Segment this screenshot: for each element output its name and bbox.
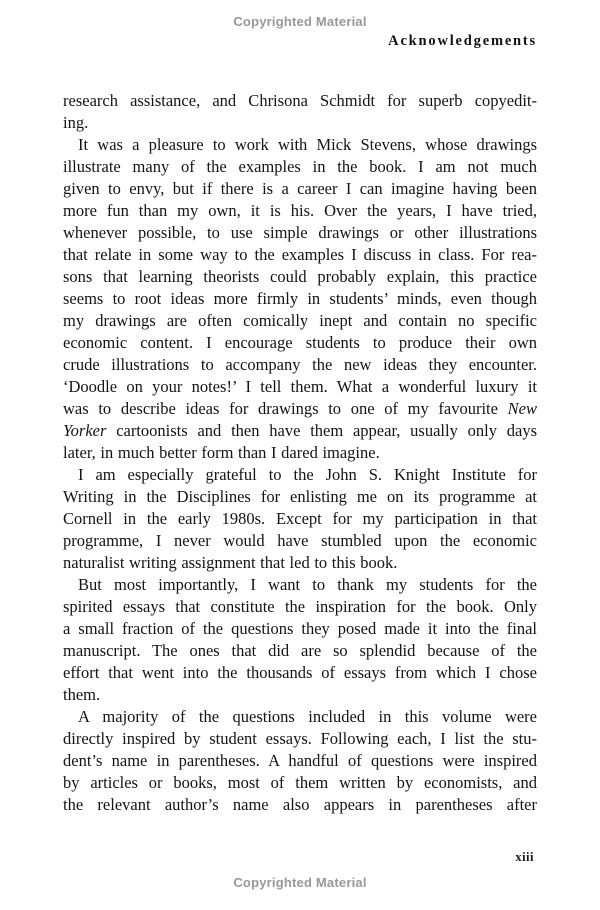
text-line: economic content. I encourage students to produce their own [63,333,537,352]
text-line: them. [63,685,101,704]
running-header-title: Acknowledgements [388,33,537,49]
text-line: given to envy, but if there is a career I can imagine having been [63,179,537,198]
text-line: a small fraction of the questions they posed made it into the final [63,619,537,638]
text-line: illustrate many of the examples in the book. I am not much [63,157,537,176]
text-line: naturalist writing assignment that led to this book. [63,553,398,572]
text-line: I am especially grateful to the John S. Knight Institute for [78,465,537,484]
text-line: whenever possible, to use simple drawings or other illustrations [63,223,537,242]
text-line: Cornell in the early 1980s. Except for my participation in that [63,509,537,528]
text-line: manuscript. The ones that did are so splendid because of the [63,641,537,660]
text-line: dent’s name in parentheses. A handful of questions were inspired [63,751,537,770]
text-line: sons that learning theorists could probably explain, this practice [63,267,537,286]
text-line: Yorker cartoonists and then have them appear, usually only days [63,421,537,440]
text-line: But most importantly, I want to thank my students for the [78,575,537,594]
text-line: more fun than my own, it is his. Over the years, I have tried, [63,201,537,220]
text-line: the relevant author’s name also appears in parentheses after [63,795,537,814]
text-line: research assistance, and Chrisona Schmidt for superb copyedit- [63,91,537,110]
text-line: by articles or books, most of them written by economists, and [63,773,537,792]
text-line: later, in much better form than I dared imagine. [63,443,380,462]
text-line: It was a pleasure to work with Mick Stevens, whose drawings [78,135,537,154]
page-number: xiii [515,850,534,864]
text-line: A majority of the questions included in this volume were [78,707,537,726]
copyright-watermark-top: Copyrighted Material [233,14,367,29]
text-line: Writing in the Disciplines for enlisting me on its programme at [63,487,537,506]
text-line: was to describe ideas for drawings to one of my favourite New [63,399,537,418]
text-line: that relate in some way to the examples I discuss in class. For rea- [63,245,537,264]
text-line: seems to root ideas more firmly in students’ minds, even though [63,289,537,308]
text-line: my drawings are often comically inept and contain no specific [63,311,537,330]
page-body-text [63,90,537,816]
text-line: ing. [63,113,89,132]
text-line: crude illustrations to accompany the new ideas they encounter. [63,355,537,374]
text-line: ‘Doodle on your notes!’ I tell them. What a wonderful luxury it [63,377,537,396]
copyright-watermark-bottom: Copyrighted Material [233,875,367,890]
text-line: effort that went into the thousands of essays from which I chose [63,663,537,682]
text-line: spirited essays that constitute the inspiration for the book. Only [63,597,537,616]
text-line: programme, I never would have stumbled upon the economic [63,531,537,550]
text-line: directly inspired by student essays. Following each, I list the stu- [63,729,537,748]
